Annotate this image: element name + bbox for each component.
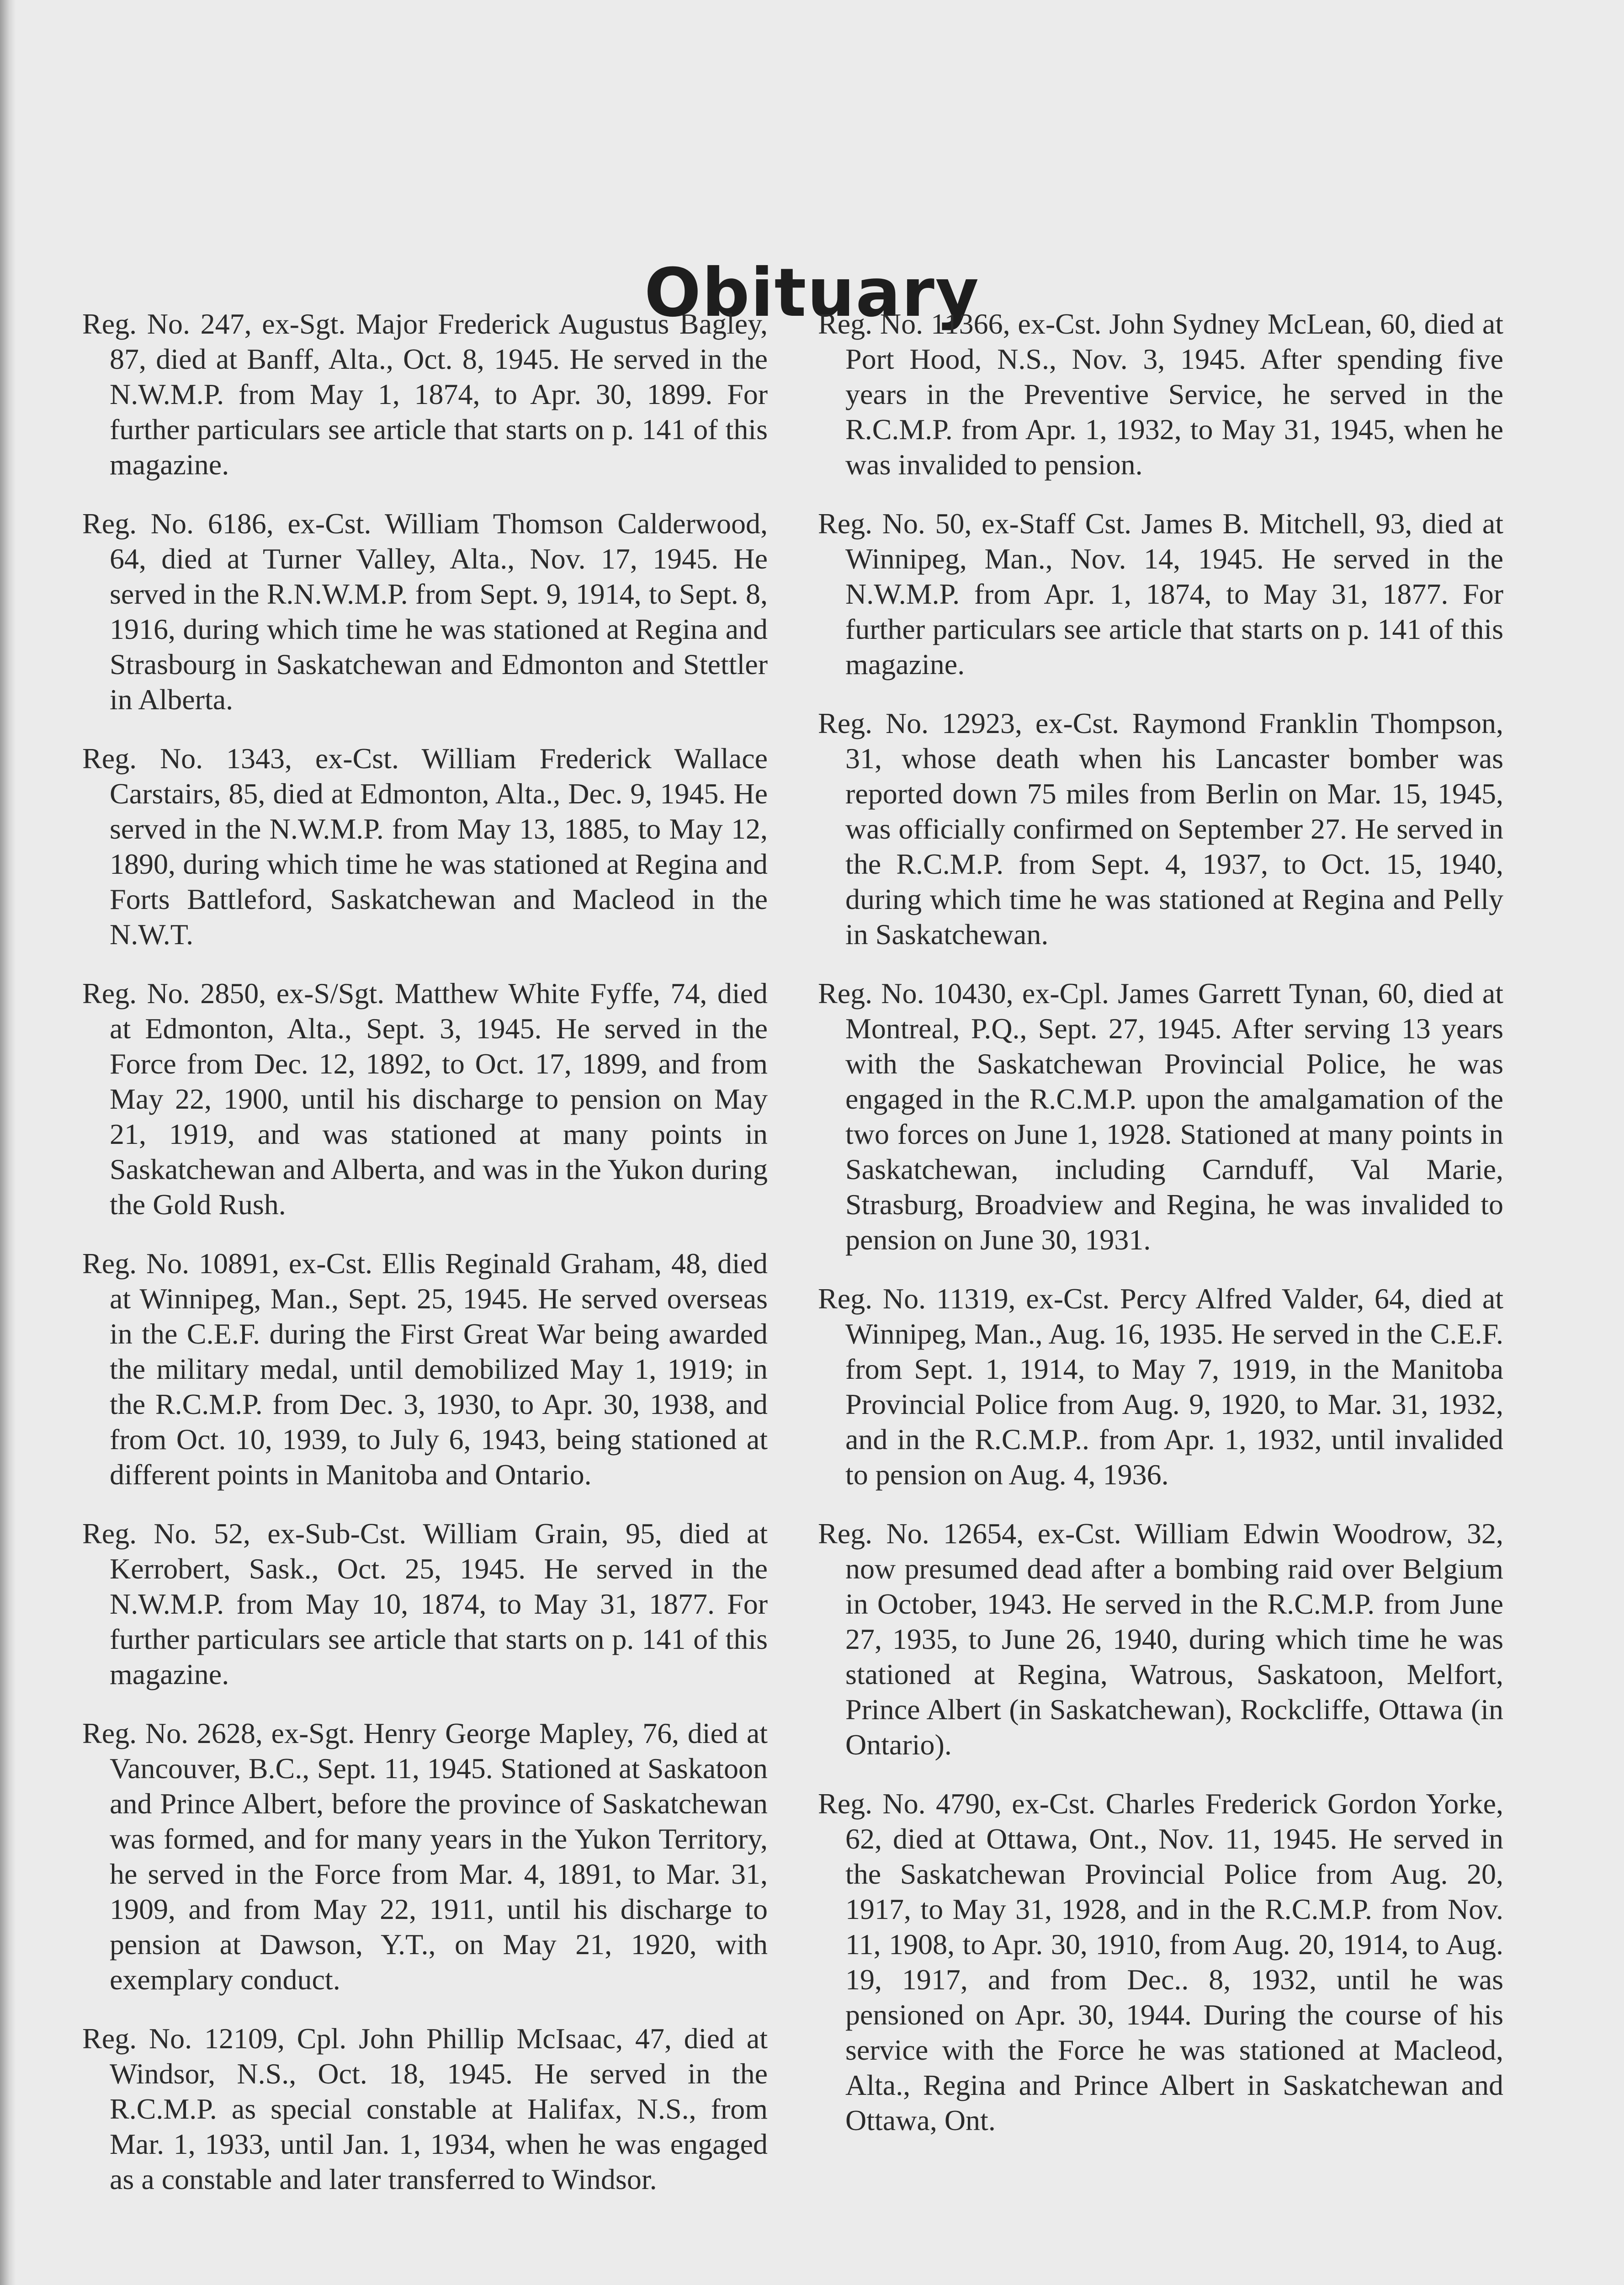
obituary-entry-tynan: Reg. No. 10430, ex-Cpl. James Garrett Tynan, 60, died at Montreal, P.Q., Sept. 27, 1945. After serving 13 years with the Saskatchewan Provincial Police, he was engaged in the R.C.M.P. upon the amalgamation of the two forces on June 1, 1928. Stationed at many points in Saskatchewan, including Carnduff, Val Marie, Strasburg, Broadview and Regina, he was invalided to pension on June 30, 1931. — [818, 977, 1503, 1256]
obituary-entry-mitchell: Reg. No. 50, ex-Staff Cst. James B. Mitchell, 93, died at Winnipeg, Man., Nov. 14, 1945. He served in the N.W.M.P. from Apr. 1, 1874, to May 31, 1877. For further particulars see article that starts on p. 141 of this magazine. — [818, 507, 1503, 680]
left-column — [82, 306, 768, 2221]
obituary-entry-calderwood: Reg. No. 6186, ex-Cst. William Thomson Calderwood, 64, died at Turner Valley, Alta., Nov. 17, 1945. He served in the R.N.W.M.P. from Sept. 9, 1914, to Sept. 8, 1916, during which time he was stationed at Regina and Strasbourg in Saskatchewan and Edmonton and Stettler in Alberta. — [82, 507, 768, 716]
obituary-entry-mclean: Reg. No. 11366, ex-Cst. John Sydney McLean, 60, died at Port Hood, N.S., Nov. 3, 1945. After spending five years in the Preventive Service, he served in the R.C.M.P. from Apr. 1, 1932, to May 31, 1945, when he was invalided to pension. — [818, 308, 1503, 481]
obituary-entry-valder: Reg. No. 11319, ex-Cst. Percy Alfred Valder, 64, died at Winnipeg, Man., Aug. 16, 1935. He served in the C.E.F. from Sept. 1, 1914, to May 7, 1919, in the Manitoba Provincial Police from Aug. 9, 1920, to Mar. 31, 1932, and in the R.C.M.P.. from Apr. 1, 1932, until invalided to pension on Aug. 4, 1936. — [818, 1282, 1503, 1491]
obituary-entry-bagley: Reg. No. 247, ex-Sgt. Major Frederick Augustus Bagley, 87, died at Banff, Alta., Oct. 8, 1945. He served in the N.W.M.P. from May 1, 1874, to Apr. 30, 1899. For further particulars see article that starts on p. 141 of this magazine. — [82, 308, 768, 481]
obituary-entry-mcisaac: Reg. No. 12109, Cpl. John Phillip McIsaac, 47, died at Windsor, N.S., Oct. 18, 1945. He served in the R.C.M.P. as special constable at Halifax, N.S., from Mar. 1, 1933, until Jan. 1, 1934, when he was engaged as a constable and later transferred to Windsor. — [82, 2022, 768, 2195]
obituary-entry-graham: Reg. No. 10891, ex-Cst. Ellis Reginald Graham, 48, died at Winnipeg, Man., Sept. 25, 1945. He served overseas in the C.E.F. during the First Great War being awarded the military medal, until demobilized May 1, 1919; in the R.C.M.P. from Dec. 3, 1930, to Apr. 30, 1938, and from Oct. 10, 1939, to July 6, 1943, being stationed at different points in Manitoba and Ontario. — [82, 1247, 768, 1491]
page-title: Obituary — [644, 254, 980, 332]
obituary-entry-yorke: Reg. No. 4790, ex-Cst. Charles Frederick Gordon Yorke, 62, died at Ottawa, Ont., Nov. 11, 1945. He served in the Saskatchewan Provincial Police from Aug. 20, 1917, to May 31, 1928, and in the R.C.M.P. from Nov. 11, 1908, to Apr. 30, 1910, from Aug. 20, 1914, to Aug. 19, 1917, and from Dec.. 8, 1932, until he was pensioned on Apr. 30, 1944. During the course of his service with the Force he was stationed at Macleod, Alta., Regina and Prince Albert in Saskatchewan and Ottawa, Ont. — [818, 1787, 1503, 2136]
binding-edge — [0, 0, 16, 2285]
obituary-entry-grain: Reg. No. 52, ex-Sub-Cst. William Grain, 95, died at Kerrobert, Sask., Oct. 25, 1945. He served in the N.W.M.P. from May 10, 1874, to May 31, 1877. For further particulars see article that starts on p. 141 of this magazine. — [82, 1517, 768, 1690]
obituary-entry-woodrow: Reg. No. 12654, ex-Cst. William Edwin Woodrow, 32, now presumed dead after a bombing raid over Belgium in October, 1943. He served in the R.C.M.P. from June 27, 1935, to June 26, 1940, during which time he was stationed at Regina, Watrous, Saskatoon, Melfort, Prince Albert (in Saskatchewan), Rockcliffe, Ottawa (in Ontario). — [818, 1517, 1503, 1761]
obituary-entry-thompson: Reg. No. 12923, ex-Cst. Raymond Franklin Thompson, 31, whose death when his Lancaster bomber was reported down 75 miles from Berlin on Mar. 15, 1945, was officially confirmed on September 27. He served in the R.C.M.P. from Sept. 4, 1937, to Oct. 15, 1940, during which time he was stationed at Regina and Pelly in Saskatchewan. — [818, 707, 1503, 951]
obituary-entry-carstairs: Reg. No. 1343, ex-Cst. William Frederick Wallace Carstairs, 85, died at Edmonton, Alta., Dec. 9, 1945. He served in the N.W.M.P. from May 13, 1885, to May 12, 1890, during which time he was stationed at Regina and Forts Battleford, Saskatchewan and Macleod in the N.W.T. — [82, 742, 768, 951]
obituary-entry-mapley: Reg. No. 2628, ex-Sgt. Henry George Mapley, 76, died at Vancouver, B.C., Sept. 11, 1945. Stationed at Saskatoon and Prince Albert, before the province of Saskatchewan was formed, and for many years in the Yukon Territory, he served in the Force from Mar. 4, 1891, to Mar. 31, 1909, and from May 22, 1911, until his discharge to pension at Dawson, Y.T., on May 21, 1920, with exemplary conduct. — [82, 1717, 768, 1996]
right-column — [818, 306, 1503, 2162]
obituary-entry-fyffe: Reg. No. 2850, ex-S/Sgt. Matthew White Fyffe, 74, died at Edmonton, Alta., Sept. 3, 1945. He served in the Force from Dec. 12, 1892, to Oct. 17, 1899, and from May 22, 1900, until his discharge to pension on May 21, 1919, and was stationed at many points in Saskatchewan and Alberta, and was in the Yukon during the Gold Rush. — [82, 977, 768, 1221]
